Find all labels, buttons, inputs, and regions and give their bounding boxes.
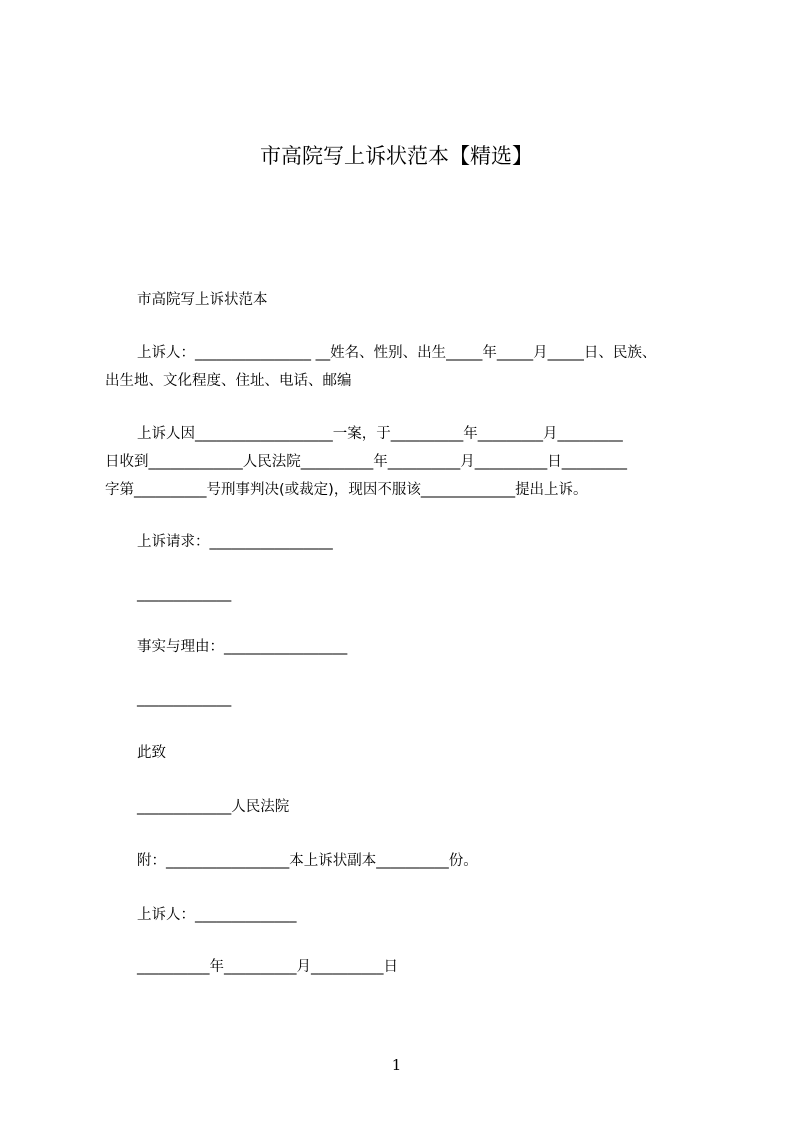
closing-salutation: 此致: [137, 745, 166, 761]
document-title: 市高院写上诉状范本【精选】: [260, 144, 533, 168]
facts-reasons-blank: _____________: [137, 691, 232, 707]
attachment-line: 附：_________________本上诉状副本__________份。: [137, 853, 478, 869]
page-number: 1: [391, 1056, 402, 1074]
appellant-info-line-2: 出生地、文化程度、住址、电话、邮编: [105, 373, 352, 389]
court-name: _____________人民法院: [137, 799, 290, 815]
appeal-request-blank: _____________: [137, 586, 232, 602]
case-info-line-2: 日收到_____________人民法院__________年__________月__________日_________: [105, 454, 627, 470]
signature-line: 上诉人：______________: [137, 907, 297, 923]
date-line: __________年__________月__________日: [137, 959, 398, 975]
document-subtitle: 市高院写上诉状范本: [137, 292, 268, 308]
case-info-line-3: 字第__________号刑事判决(或裁定)，现因不服该_____________提出上诉。: [105, 482, 588, 498]
facts-reasons: 事实与理由：_________________: [137, 639, 348, 655]
appeal-request: 上诉请求：_________________: [137, 534, 333, 550]
appellant-info-line-1: 上诉人：________________ __姓名、性别、出生_____年_____月_____日、民族、: [137, 345, 657, 361]
case-info-line-1: 上诉人因___________________一案，于__________年_________月_________: [137, 426, 623, 442]
